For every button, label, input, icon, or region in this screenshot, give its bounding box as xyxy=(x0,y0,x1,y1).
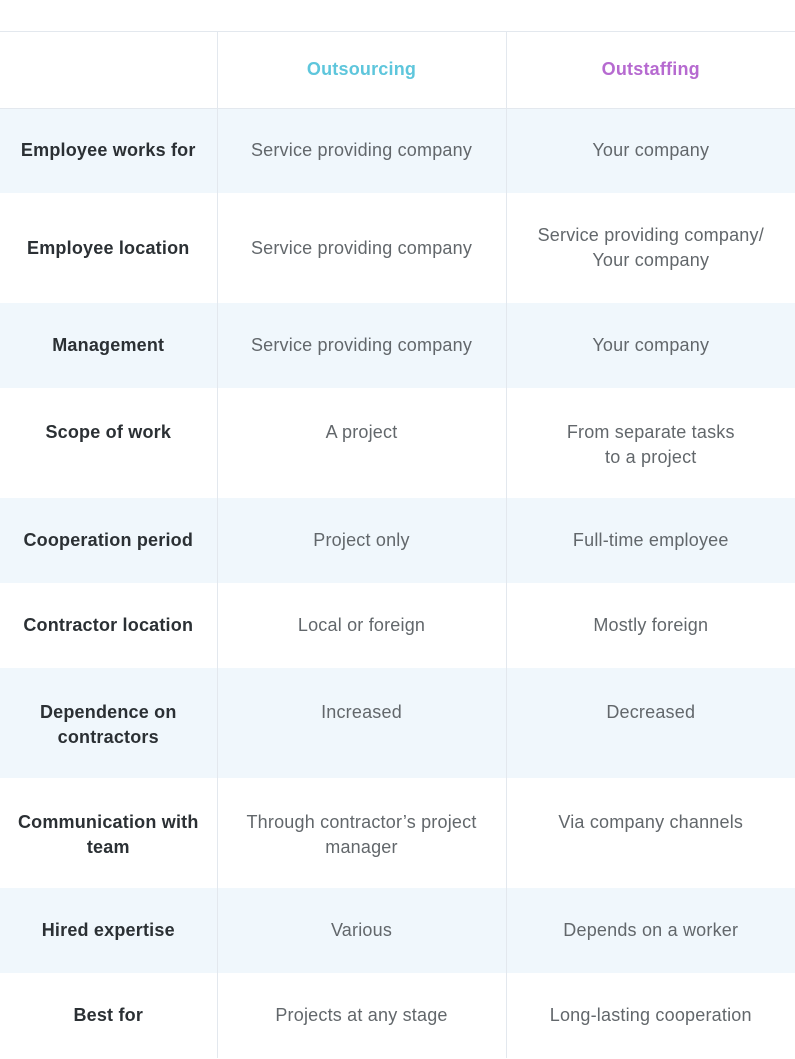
outsourcing-cell: Projects at any stage xyxy=(217,973,506,1058)
outstaffing-cell xyxy=(506,193,795,303)
outsourcing-cell: Project only xyxy=(217,498,506,583)
outsourcing-cell xyxy=(217,778,506,888)
comparison-table xyxy=(0,32,795,1058)
label-line: Communication with xyxy=(17,812,199,832)
cell-line: Service providing company/ xyxy=(537,225,764,245)
cell-line: Your company xyxy=(592,250,710,270)
outsourcing-cell: Service providing company xyxy=(217,303,506,388)
label-line: contractors xyxy=(57,727,159,747)
outsourcing-cell: A project xyxy=(217,388,506,498)
top-spacer xyxy=(0,0,795,32)
outstaffing-cell: Full-time employee xyxy=(506,498,795,583)
row-label: Scope of work xyxy=(45,422,172,442)
header-outstaffing: Outstaffing xyxy=(506,32,795,108)
outstaffing-cell: Your company xyxy=(506,303,795,388)
header-outsourcing: Outsourcing xyxy=(217,32,506,108)
label-line: Dependence on xyxy=(39,702,177,722)
outsourcing-cell: Increased xyxy=(217,668,506,778)
cell-line: Through contractor’s project xyxy=(246,812,477,832)
label-line: team xyxy=(86,837,130,857)
table-row xyxy=(0,303,795,388)
table-row xyxy=(0,668,795,778)
outsourcing-cell: Various xyxy=(217,888,506,973)
cell-line: to a project xyxy=(605,447,697,467)
header-empty xyxy=(0,32,217,108)
outsourcing-cell: Service providing company xyxy=(217,193,506,303)
row-label: Cooperation period xyxy=(23,530,194,550)
row-label: Contractor location xyxy=(23,615,194,635)
row-label xyxy=(0,778,217,888)
table-row xyxy=(0,778,795,888)
outstaffing-cell: Long-lasting cooperation xyxy=(506,973,795,1058)
table-header-row xyxy=(0,32,795,108)
outsourcing-cell: Local or foreign xyxy=(217,583,506,668)
table-row xyxy=(0,888,795,973)
table-row xyxy=(0,388,795,498)
row-label: Hired expertise xyxy=(41,920,175,940)
outstaffing-cell: Via company channels xyxy=(506,778,795,888)
outstaffing-cell: Depends on a worker xyxy=(506,888,795,973)
outstaffing-cell: Decreased xyxy=(506,668,795,778)
table-row xyxy=(0,193,795,303)
table-row xyxy=(0,973,795,1058)
outstaffing-cell: Mostly foreign xyxy=(506,583,795,668)
outsourcing-cell: Service providing company xyxy=(217,108,506,193)
row-label: Management xyxy=(52,335,165,355)
cell-line: manager xyxy=(325,837,398,857)
row-label: Best for xyxy=(73,1005,144,1025)
table-row xyxy=(0,583,795,668)
outstaffing-cell: Your company xyxy=(506,108,795,193)
row-label: Employee location xyxy=(27,237,190,258)
row-label: Employee works for xyxy=(20,140,196,161)
cell-line: From separate tasks xyxy=(566,422,735,442)
outstaffing-cell xyxy=(506,388,795,498)
table-row xyxy=(0,498,795,583)
table-row xyxy=(0,108,795,193)
row-label xyxy=(0,668,217,778)
